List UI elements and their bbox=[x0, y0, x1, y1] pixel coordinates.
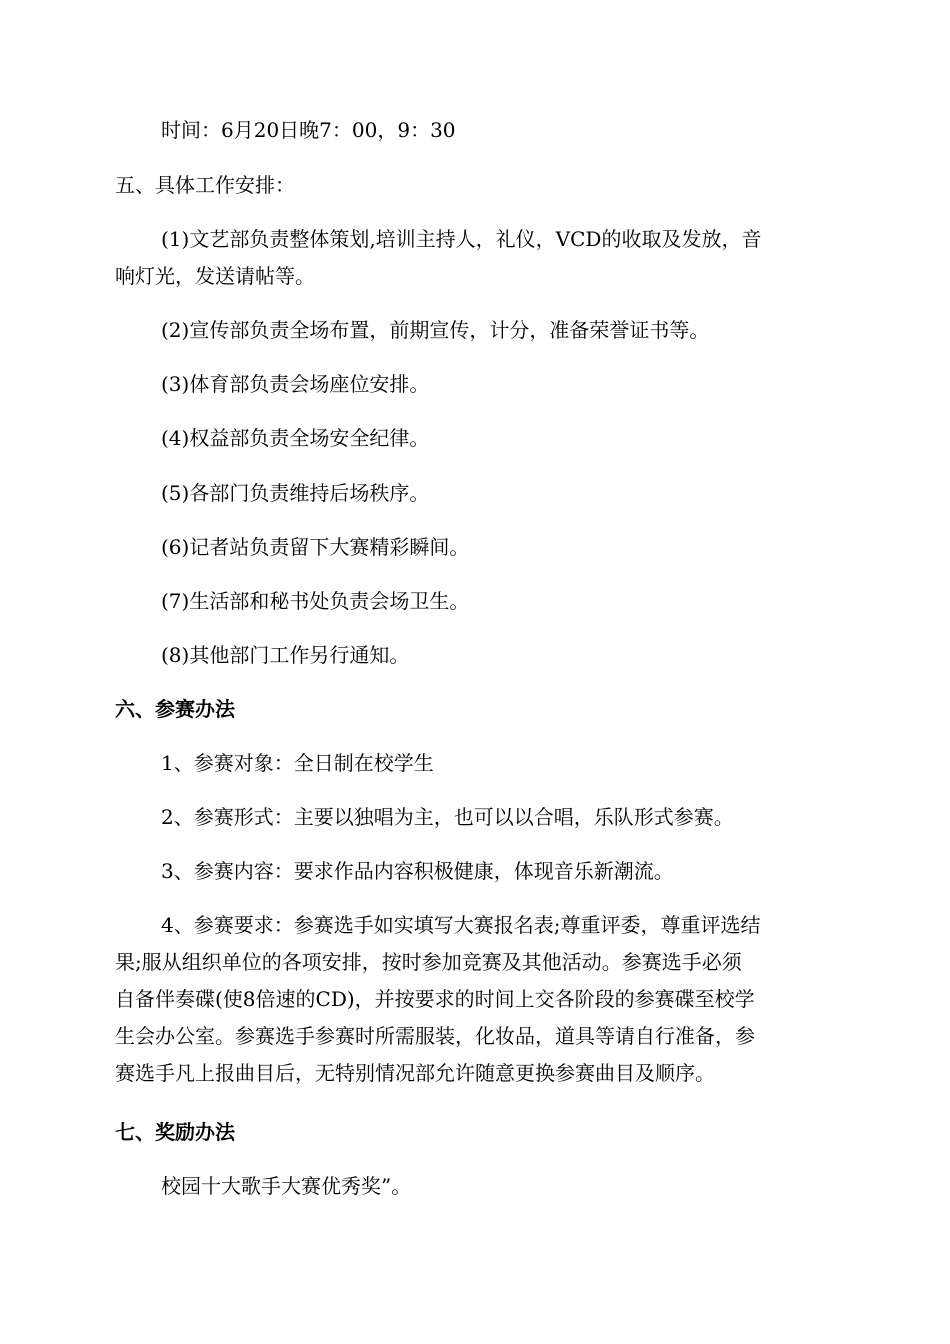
section-6-item-4-line-3: 自备伴奏碟(使8倍速的CD)，并按要求的时间上交各阶段的参赛碟至校学 bbox=[115, 987, 755, 1011]
section-6-title: 六、参赛办法 bbox=[115, 697, 235, 721]
section-7-title: 七、奖励办法 bbox=[115, 1120, 235, 1144]
section-5-item-1-line-1: (1)文艺部负责整体策划,培训主持人，礼仪，VCD的收取及发放，音 bbox=[161, 227, 762, 251]
section-6-item-4-line-4: 生会办公室。参赛选手参赛时所需服装，化妆品，道具等请自行准备，参 bbox=[115, 1024, 755, 1048]
section-7-text: 校园十大歌手大赛优秀奖”。 bbox=[161, 1174, 412, 1198]
section-5-item-7: (7)生活部和秘书处负责会场卫生。 bbox=[161, 589, 470, 613]
section-5-title: 五、具体工作安排： bbox=[115, 173, 295, 197]
section-5-item-2: (2)宣传部负责全场布置，前期宣传，计分，准备荣誉证书等。 bbox=[161, 318, 710, 342]
section-5-item-5: (5)各部门负责维持后场秩序。 bbox=[161, 481, 430, 505]
section-6-item-4-line-5: 赛选手凡上报曲目后，无特别情况部允许随意更换参赛曲目及顺序。 bbox=[115, 1061, 715, 1085]
section-6-item-2: 2、参赛形式：主要以独唱为主，也可以以合唱，乐队形式参赛。 bbox=[161, 805, 734, 829]
time-line: 时间：6月20日晚7：00，9：30 bbox=[161, 118, 456, 142]
section-6-item-1: 1、参赛对象：全日制在校学生 bbox=[161, 751, 434, 775]
section-6-item-4-line-2: 果;服从组织单位的各项安排，按时参加竞赛及其他活动。参赛选手必须 bbox=[115, 950, 742, 974]
section-5-item-3: (3)体育部负责会场座位安排。 bbox=[161, 372, 430, 396]
section-5-item-1-line-2: 响灯光，发送请帖等。 bbox=[115, 264, 315, 288]
section-6-item-4-line-1: 4、参赛要求：参赛选手如实填写大赛报名表;尊重评委，尊重评选结 bbox=[161, 913, 761, 937]
section-5-item-8: (8)其他部门工作另行通知。 bbox=[161, 643, 410, 667]
section-5-item-4: (4)权益部负责全场安全纪律。 bbox=[161, 426, 430, 450]
section-5-item-6: (6)记者站负责留下大赛精彩瞬间。 bbox=[161, 535, 470, 559]
section-6-item-3: 3、参赛内容：要求作品内容积极健康，体现音乐新潮流。 bbox=[161, 859, 674, 883]
